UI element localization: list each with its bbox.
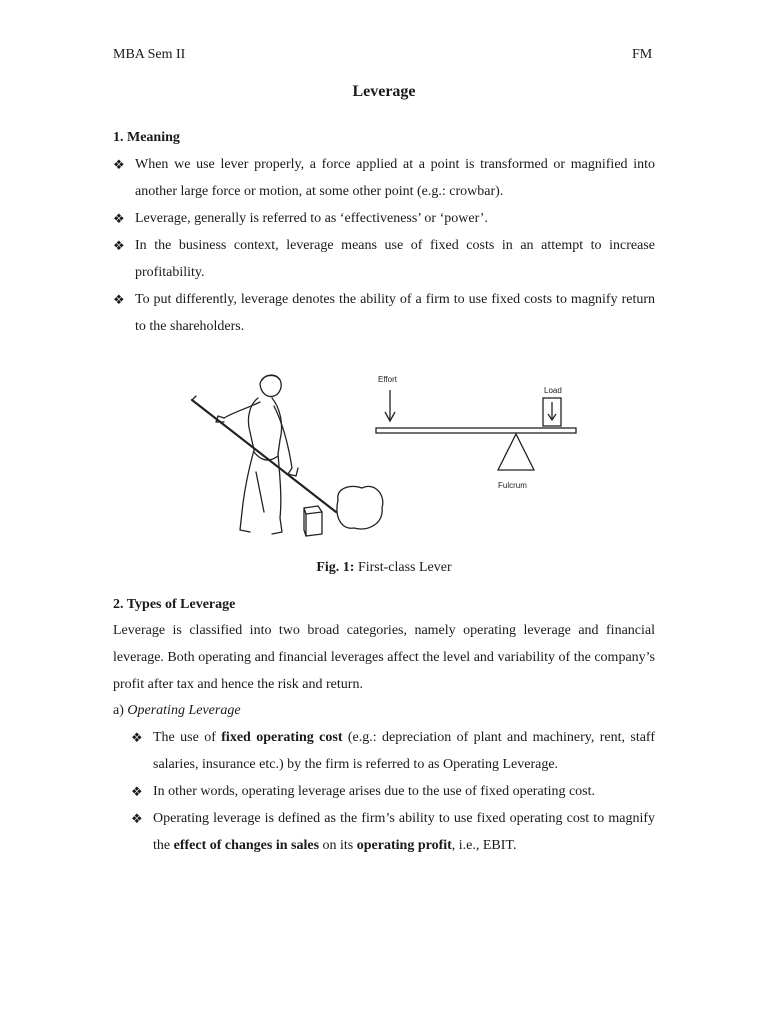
section-heading-meaning: 1. Meaning <box>113 130 180 145</box>
diamond-bullet-icon: ❖ <box>131 784 143 799</box>
person-with-crowbar-illustration <box>192 375 383 536</box>
list-item: ❖ In the business context, leverage means use of fixed costs in an attempt to increase profitability. <box>113 232 655 286</box>
fulcrum-label: Fulcrum <box>498 481 527 490</box>
header-course: MBA Sem II <box>113 47 186 62</box>
diamond-bullet-icon: ❖ <box>113 211 125 226</box>
fulcrum-triangle-icon <box>498 434 534 470</box>
section-heading-types: 2. Types of Leverage <box>113 597 236 612</box>
diamond-bullet-icon: ❖ <box>131 811 143 826</box>
list-item: ❖ In other words, operating leverage arises due to the use of fixed operating cost. <box>131 778 655 805</box>
diamond-bullet-icon: ❖ <box>113 238 125 253</box>
list-item: ❖ When we use lever properly, a force applied at a point is transformed or magnified into another large force or motion, at some other point (e.g.: crowbar). <box>113 151 655 205</box>
load-label: Load <box>544 386 562 395</box>
diamond-bullet-icon: ❖ <box>113 157 125 172</box>
effort-label: Effort <box>378 375 397 384</box>
operating-leverage-bullet-list <box>131 724 655 859</box>
lever-beam <box>376 428 576 433</box>
first-class-lever-diagram <box>376 390 576 470</box>
page-title: Leverage <box>352 83 416 100</box>
subsection-heading-operating-leverage: a) Operating Leverage <box>113 703 241 718</box>
types-intro-paragraph: Leverage is classified into two broad categories, namely operating leverage and financial leverage. Both operating and financial leverages affect the level and variability of the company’s profit after tax and hence the risk and return. <box>113 623 655 692</box>
meaning-bullet-list <box>113 151 655 340</box>
diamond-bullet-icon: ❖ <box>113 292 125 307</box>
list-item: ❖ Operating leverage is defined as the firm’s ability to use fixed operating cost to magnify the effect of changes in sales on its operating profit, i.e., EBIT. <box>131 805 655 859</box>
list-item: ❖ The use of fixed operating cost (e.g.: depreciation of plant and machinery, rent, staff salaries, insurance etc.) by the firm is referred to as Operating Leverage. <box>131 724 655 778</box>
list-item: ❖ To put differently, leverage denotes the ability of a firm to use fixed costs to magnify return to the shareholders. <box>113 286 655 340</box>
header-subject: FM <box>632 47 653 62</box>
list-item: ❖ Leverage, generally is referred to as ‘effectiveness’ or ‘power’. <box>113 205 655 232</box>
figure-caption: Fig. 1: First-class Lever <box>316 560 452 575</box>
lever-figure <box>188 362 580 544</box>
diamond-bullet-icon: ❖ <box>131 730 143 745</box>
